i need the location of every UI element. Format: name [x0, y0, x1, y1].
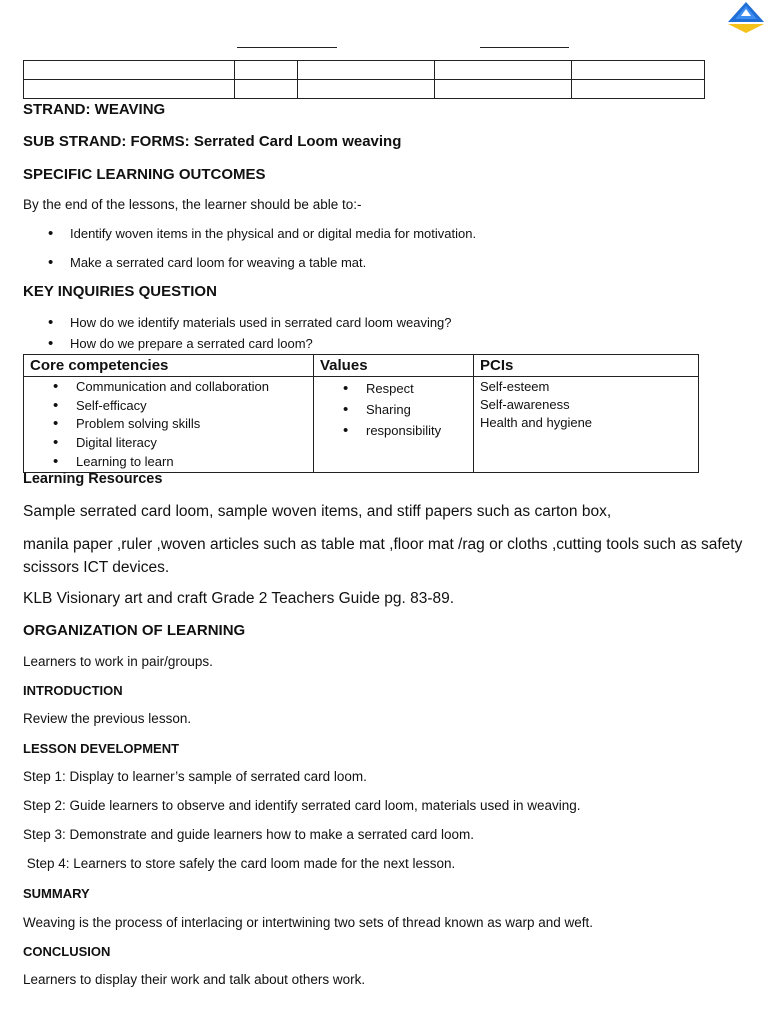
column-header: Core competencies — [24, 355, 314, 377]
values-cell — [314, 377, 474, 473]
slo-list — [23, 226, 476, 270]
pci-item: Self-awareness — [480, 397, 570, 412]
list-item: • Learning to learn — [24, 453, 313, 472]
list-item: • responsibility — [314, 420, 473, 441]
lesson-development-heading: LESSON DEVELOPMENT — [23, 741, 180, 756]
column-header: PCIs — [474, 355, 699, 377]
column-header: Values — [314, 355, 474, 377]
conclusion-heading: CONCLUSION — [23, 944, 111, 959]
core-competencies-cell — [24, 377, 314, 473]
introduction-heading: INTRODUCTION — [23, 683, 123, 698]
strand-heading: STRAND: WEAVING — [23, 101, 166, 118]
table-row — [24, 377, 699, 473]
list-item: • Sharing — [314, 399, 473, 420]
resources-paragraph: KLB Visionary art and craft Grade 2 Teachers Guide pg. 83-89. — [23, 590, 455, 607]
header-grid — [23, 60, 705, 99]
organization-heading: ORGANIZATION OF LEARNING — [23, 622, 246, 639]
resources-paragraph: Sample serrated card loom, sample woven items, and stiff papers such as carton box, — [23, 503, 612, 520]
step-item: Step 1: Display to learner’s sample of serrated card loom. — [23, 769, 367, 784]
pcis-cell — [474, 377, 699, 473]
pci-item: Self-esteem — [480, 379, 550, 394]
step-item: Step 3: Demonstrate and guide learners how to make a serrated card loom. — [23, 827, 474, 842]
competency-table — [23, 354, 699, 473]
introduction-text: Review the previous lesson. — [23, 711, 192, 726]
slo-heading: SPECIFIC LEARNING OUTCOMES — [23, 166, 266, 183]
kiq-list — [23, 315, 452, 351]
signature-line-right — [480, 47, 569, 48]
organization-text: Learners to work in pair/groups. — [23, 654, 213, 669]
signature-line-left — [237, 47, 337, 48]
list-item: • Respect — [314, 378, 473, 399]
list-item: • Identify woven items in the physical and or digital media for motivation. — [23, 226, 476, 255]
list-item: • Digital literacy — [24, 434, 313, 453]
table-header-row — [24, 355, 699, 377]
kiq-heading: KEY INQUIRIES QUESTION — [23, 283, 217, 300]
slo-intro: By the end of the lessons, the learner should be able to:- — [23, 197, 362, 212]
list-item: • How do we identify materials used in serrated card loom weaving? — [23, 315, 452, 336]
pci-item: Health and hygiene — [480, 415, 593, 430]
list-item: • Problem solving skills — [24, 415, 313, 434]
step-item: Step 4: Learners to store safely the card loom made for the next lesson. — [23, 856, 456, 871]
list-item: • Self-efficacy — [24, 397, 313, 416]
table-row — [24, 80, 705, 99]
table-row — [24, 61, 705, 80]
resources-paragraph: manila paper ,ruler ,woven articles such as table mat ,floor mat /rag or cloths ,cutting tools such as safety scissors ICT devices. — [23, 536, 743, 576]
resources-heading: Learning Resources — [23, 471, 163, 487]
conclusion-text: Learners to display their work and talk about others work. — [23, 972, 366, 987]
summary-heading: SUMMARY — [23, 886, 90, 901]
sub-strand-heading: SUB STRAND: FORMS: Serrated Card Loom weaving — [23, 133, 402, 150]
summary-text: Weaving is the process of interlacing or intertwining two sets of thread known as warp and weft. — [23, 915, 594, 930]
school-logo-icon — [724, 0, 768, 36]
list-item: • Communication and collaboration — [24, 378, 313, 397]
list-item: • Make a serrated card loom for weaving a table mat. — [23, 255, 476, 270]
list-item: • How do we prepare a serrated card loom? — [23, 336, 452, 351]
step-item: Step 2: Guide learners to observe and identify serrated card loom, materials used in weaving. — [23, 798, 581, 813]
